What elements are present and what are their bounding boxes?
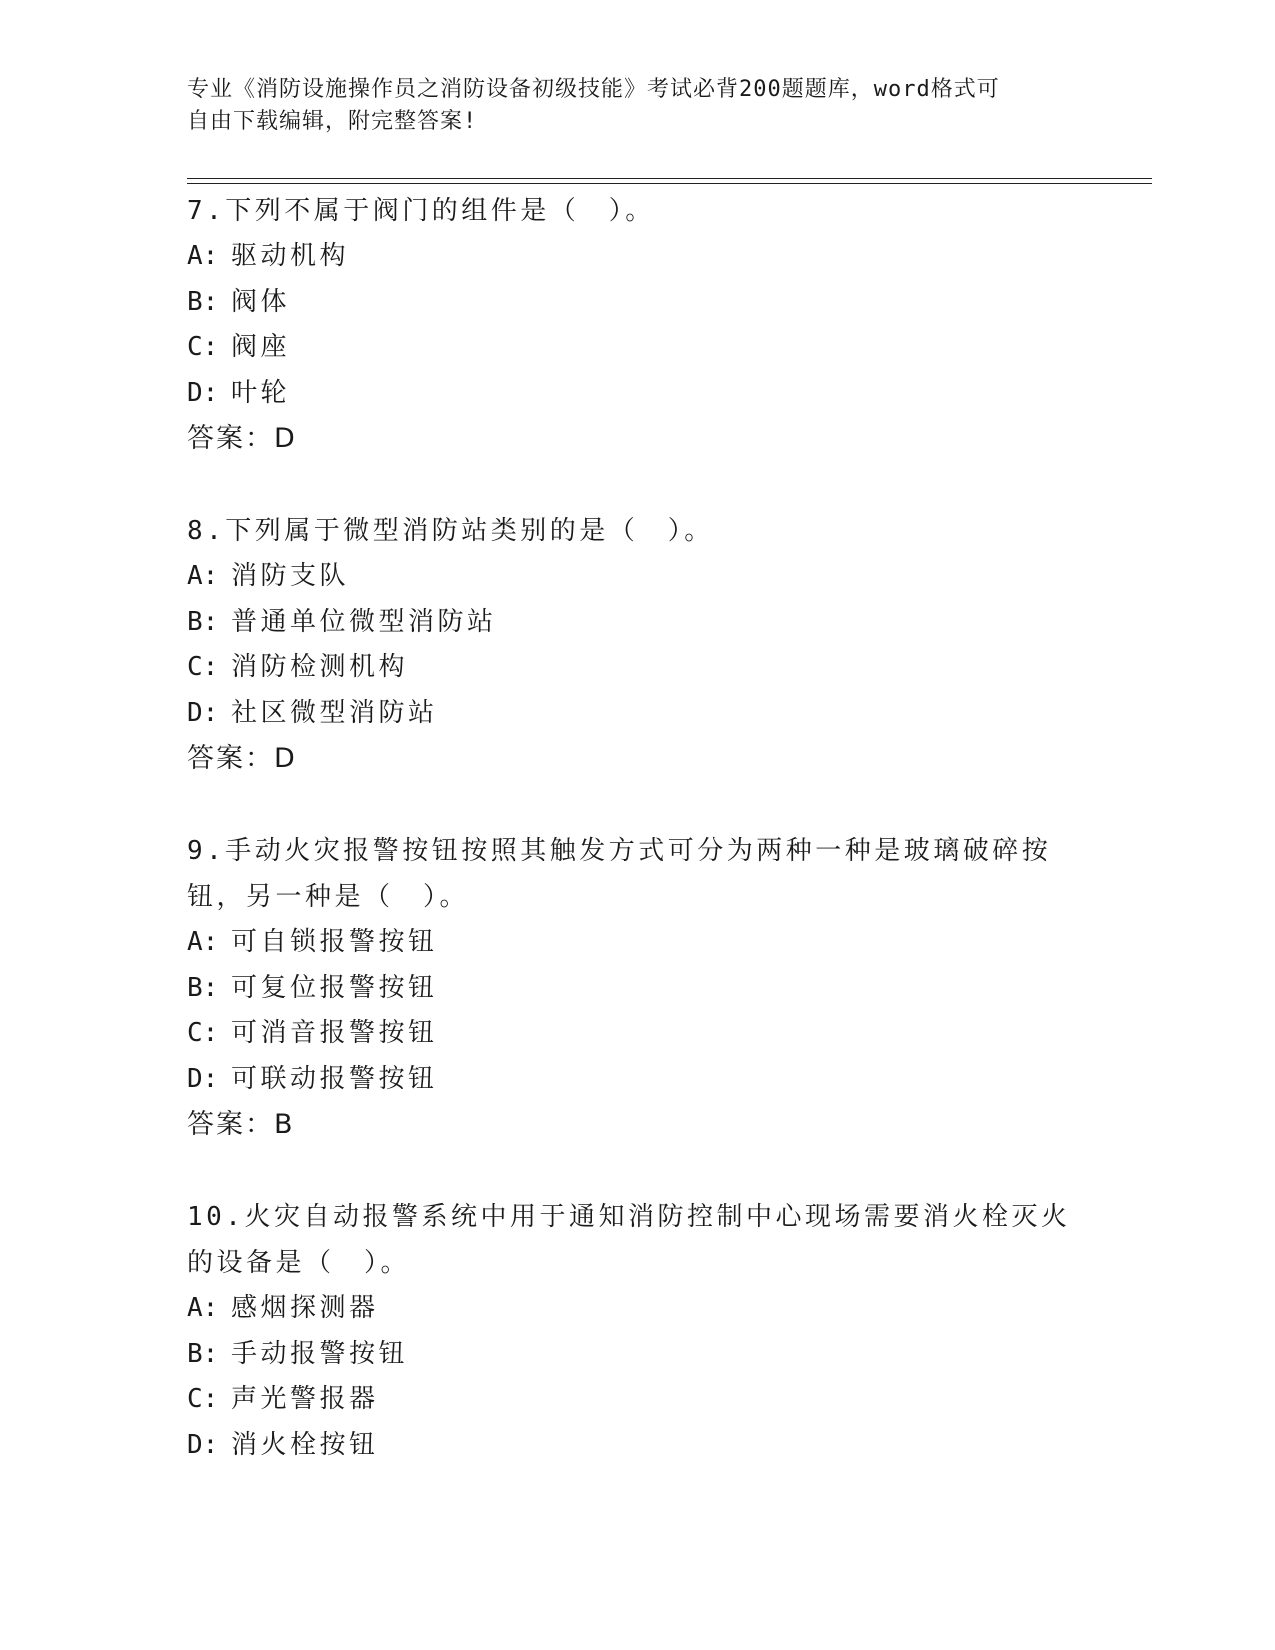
option-text: 普通单位微型消防站: [231, 606, 497, 637]
option-a: [187, 1286, 1087, 1332]
option-text: 手动报警按钮: [231, 1338, 409, 1369]
question-stem: 8.下列属于微型消防站类别的是（ ）。: [187, 516, 714, 546]
option-letter: C:: [187, 652, 219, 682]
option-text: 可消音报警按钮: [231, 1018, 438, 1048]
question-stem: 10.火灾自动报警系统中用于通知消防控制中心现场需要消火栓灭火的设备是（ ）。: [187, 1202, 1071, 1278]
option-text: 声光警报器: [231, 1384, 379, 1414]
option-text: 驱动机构: [231, 241, 350, 271]
option-d: [187, 1057, 1087, 1103]
option-letter: A:: [187, 1293, 219, 1323]
option-text: 感烟探测器: [231, 1293, 379, 1323]
question-stem: 9.手动火灾报警按钮按照其触发方式可分为两种一种是玻璃破碎按钮，另一种是（ ）。: [187, 836, 1052, 912]
option-letter: C:: [187, 1384, 219, 1414]
option-b: [187, 966, 1087, 1012]
document-header: [187, 74, 1067, 138]
option-text: 可自锁报警按钮: [231, 927, 438, 957]
option-text: 叶轮: [231, 377, 291, 408]
option-letter: B:: [187, 606, 219, 637]
option-text: 阀座: [231, 332, 291, 362]
option-a: [187, 554, 1087, 600]
question-stem: 7.下列不属于阀门的组件是（ ）。: [187, 196, 655, 226]
option-a: [187, 920, 1087, 966]
option-text: 可联动报警按钮: [231, 1063, 438, 1094]
option-letter: B:: [187, 286, 219, 317]
option-text: 消防支队: [231, 561, 350, 591]
option-d: [187, 691, 1087, 737]
option-d: [187, 1423, 1087, 1469]
question-8: [187, 508, 1087, 782]
option-letter: D:: [187, 697, 219, 728]
option-a: [187, 234, 1087, 280]
option-b: [187, 1332, 1087, 1378]
header-divider-bottom: [187, 183, 1152, 184]
option-letter: A:: [187, 241, 219, 271]
option-text: 社区微型消防站: [231, 697, 438, 728]
option-letter: D:: [187, 1429, 219, 1460]
header-divider-top: [187, 178, 1152, 179]
option-letter: D:: [187, 1063, 219, 1094]
option-c: [187, 325, 1087, 371]
header-line-2: 自由下载编辑，附完整答案!: [187, 109, 478, 134]
option-text: 阀体: [231, 286, 291, 317]
answer: 答案：D: [187, 743, 297, 774]
option-letter: D:: [187, 377, 219, 408]
option-text: 消防检测机构: [231, 652, 409, 682]
answer: 答案：D: [187, 423, 297, 454]
question-list: [187, 188, 1087, 1514]
question-10: [187, 1194, 1087, 1468]
option-b: [187, 280, 1087, 326]
option-c: [187, 1377, 1087, 1423]
answer: 答案：B: [187, 1109, 295, 1140]
option-c: [187, 1011, 1087, 1057]
option-letter: B:: [187, 1338, 219, 1369]
option-text: 可复位报警按钮: [231, 972, 438, 1003]
option-letter: B:: [187, 972, 219, 1003]
option-text: 消火栓按钮: [231, 1429, 379, 1460]
option-letter: A:: [187, 927, 219, 957]
option-letter: A:: [187, 561, 219, 591]
option-letter: C:: [187, 1018, 219, 1048]
option-b: [187, 600, 1087, 646]
question-9: [187, 828, 1087, 1148]
question-7: [187, 188, 1087, 462]
option-letter: C:: [187, 332, 219, 362]
option-d: [187, 371, 1087, 417]
header-line-1: 专业《消防设施操作员之消防设备初级技能》考试必背200题题库，word格式可: [187, 77, 1000, 102]
option-c: [187, 645, 1087, 691]
